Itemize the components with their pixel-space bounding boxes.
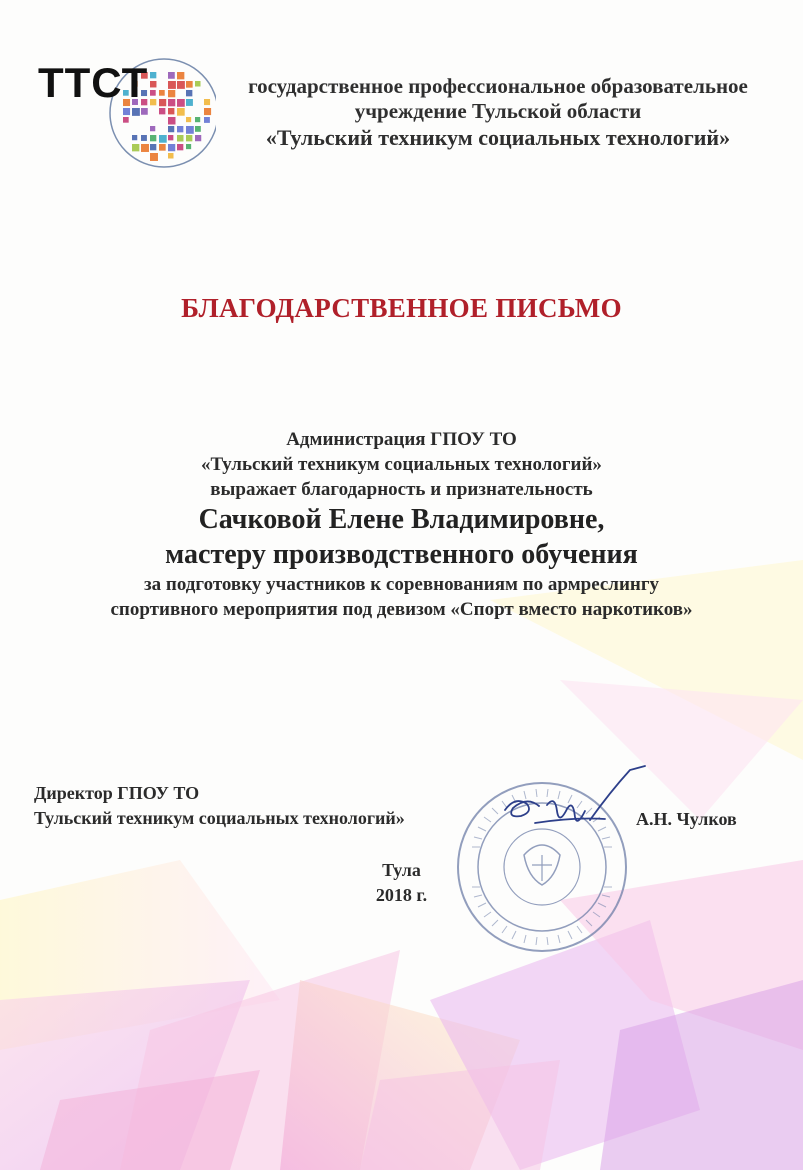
logo-mosaic-square [159, 99, 166, 106]
logo-mosaic-square [177, 99, 185, 107]
logo-mosaic-square [159, 90, 165, 96]
city: Тула [382, 860, 421, 880]
logo-mosaic-square [168, 117, 175, 124]
org-name-line1: государственное профессиональное образовательное [248, 74, 748, 98]
organization-header [218, 74, 778, 152]
logo-mosaic-square [150, 126, 155, 131]
logo-mosaic-square [150, 153, 158, 161]
logo-mosaic-square [159, 135, 167, 143]
logo-mosaic-square [150, 99, 156, 105]
logo-mosaic-square [186, 99, 193, 106]
logo-mosaic-square [204, 108, 211, 115]
logo-mosaic-square [186, 144, 191, 149]
logo-mosaic-square [123, 108, 130, 115]
logo-mosaic-square [132, 108, 140, 116]
logo-mosaic-square [168, 99, 175, 106]
logo-mosaic-square [195, 117, 200, 122]
logo-mosaic-square [132, 144, 139, 151]
logo-mosaic-square [168, 81, 176, 89]
logo-mosaic-square [195, 126, 201, 132]
logo-mosaic-square [177, 126, 183, 132]
logo-mosaic-square [141, 144, 149, 152]
org-name-line2: учреждение Тульской области [354, 99, 642, 123]
logo-mosaic-square [177, 81, 185, 89]
logo-mosaic-square [204, 117, 210, 123]
recipient-name: Сачковой Елене Владимировне, [198, 504, 605, 535]
year: 2018 г. [375, 885, 428, 905]
logo-mosaic-square [150, 72, 156, 78]
logo-mosaic-square [168, 144, 175, 151]
logo-mosaic-square [186, 117, 191, 122]
body-line-college: «Тульский техникум социальных технологий» [201, 454, 602, 475]
logo-mosaic-square [195, 81, 201, 87]
logo-mosaic-square [159, 144, 166, 151]
logo-mosaic-square [132, 135, 137, 140]
logo-mosaic-square [168, 90, 175, 97]
logo-mosaic-square [204, 99, 210, 105]
logo-mosaic-square [168, 135, 173, 140]
logo-mosaic-square [150, 90, 156, 96]
logo-mosaic-square [195, 135, 201, 141]
director-signature [495, 765, 655, 855]
logo-mosaic-square [186, 90, 192, 96]
signer-name: А.Н. Чулков [636, 809, 737, 829]
place-and-date [0, 858, 803, 908]
logo-mosaic-square [168, 126, 174, 132]
logo-mosaic-square [141, 108, 148, 115]
logo-mosaic-square [186, 81, 193, 88]
body-line-reason: за подготовку участников к соревнованиям по армреслингу [144, 574, 659, 595]
logo-mosaic-square [177, 144, 183, 150]
body-line-gratitude: выражает благодарность и признательность [210, 479, 593, 500]
logo-mosaic-square [177, 108, 185, 116]
document-title: БЛАГОДАРСТВЕННОЕ ПИСЬМО [181, 293, 622, 323]
org-name-line3: «Тульский техникум социальных технологий» [265, 125, 731, 150]
logo-mosaic-square [168, 108, 174, 114]
logo-mosaic-square [186, 135, 192, 141]
logo-mosaic-square [150, 144, 156, 150]
letter-body [0, 427, 803, 622]
logo-mosaic-square [177, 135, 183, 141]
director-line2: Тульский техникум социальных технологий» [34, 808, 405, 828]
director-line1: Директор ГПОУ ТО [34, 783, 200, 803]
logo-mosaic-square [150, 135, 156, 141]
logo-mosaic-square [150, 81, 156, 87]
logo-mosaic-square [168, 153, 174, 159]
logo-mosaic-square [141, 135, 147, 141]
body-line-event: спортивного мероприятия под девизом «Спорт вместо наркотиков» [110, 599, 693, 620]
logo-mosaic-square [123, 117, 129, 123]
recipient-position: мастеру производственного обучения [165, 539, 638, 570]
logo-mosaic-square [159, 108, 165, 114]
logo-mosaic-square [186, 126, 194, 134]
logo-mosaic-square [177, 72, 184, 79]
logo-mosaic-square [168, 72, 175, 79]
logo-text: ТТСТ [38, 59, 149, 106]
director-title [34, 781, 405, 831]
body-line-administration: Администрация ГПОУ ТО [286, 429, 517, 450]
